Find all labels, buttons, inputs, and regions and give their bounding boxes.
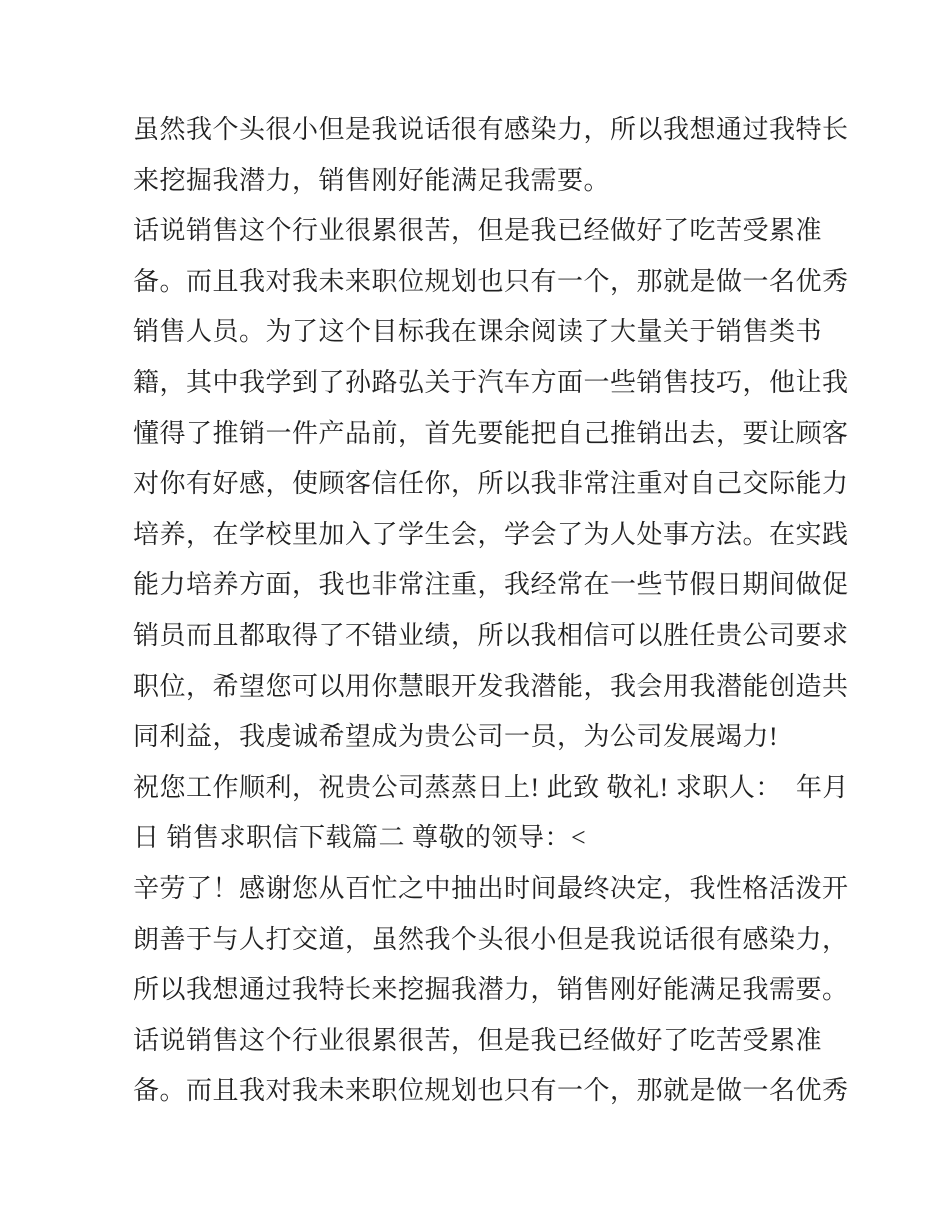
text-line: 懂得了推销一件产品前，首先要能把自己推销出去，要让顾客 [133, 418, 849, 448]
text-line: 辛劳了！感谢您从百忙之中抽出时间最终决定，我性格活泼开 [133, 873, 849, 903]
text-line: 职位，希望您可以用你慧眼开发我潜能，我会用我潜能创造共 [133, 671, 849, 701]
text-line: 祝您工作顺利，祝贵公司蒸蒸日上! 此致 敬礼! 求职人： 年月 [133, 772, 849, 802]
text-line: 话说销售这个行业很累很苦，但是我已经做好了吃苦受累准 [133, 1025, 823, 1055]
text-line: 同利益，我虔诚希望成为贵公司一员，为公司发展竭力! [133, 722, 779, 752]
document-body [133, 105, 873, 1117]
text-line: 备。而且我对我未来职位规划也只有一个，那就是做一名优秀 [133, 1076, 849, 1106]
text-line: 虽然我个头很小但是我说话很有感染力，所以我想通过我特长 [133, 115, 849, 144]
text-line: 来挖掘我潜力，销售刚好能满足我需要。 [133, 165, 611, 195]
text-line: 籍，其中我学到了孙路弘关于汽车方面一些销售技巧，他让我 [133, 367, 849, 397]
text-line: 话说销售这个行业很累很苦，但是我已经做好了吃苦受累准 [133, 216, 823, 246]
text-line: 所以我想通过我特长来挖掘我潜力，销售刚好能满足我需要。 [133, 975, 849, 1005]
text-line: 朗善于与人打交道，虽然我个头很小但是我说话很有感染力， [133, 924, 849, 954]
text-line: 销售人员。为了这个目标我在课余阅读了大量关于销售类书 [133, 317, 823, 347]
text-line: 对你有好感，使顾客信任你，所以我非常注重对自己交际能力 [133, 469, 849, 499]
text-line: 日 销售求职信下载篇二 尊敬的领导：< [133, 823, 587, 853]
text-line: 能力培养方面，我也非常注重，我经常在一些节假日期间做促 [133, 570, 849, 600]
text-line: 培养，在学校里加入了学生会，学会了为人处事方法。在实践 [133, 519, 849, 549]
text-line: 销员而且都取得了不错业绩，所以我相信可以胜任贵公司要求 [133, 620, 849, 650]
text-line: 备。而且我对我未来职位规划也只有一个，那就是做一名优秀 [133, 266, 849, 296]
